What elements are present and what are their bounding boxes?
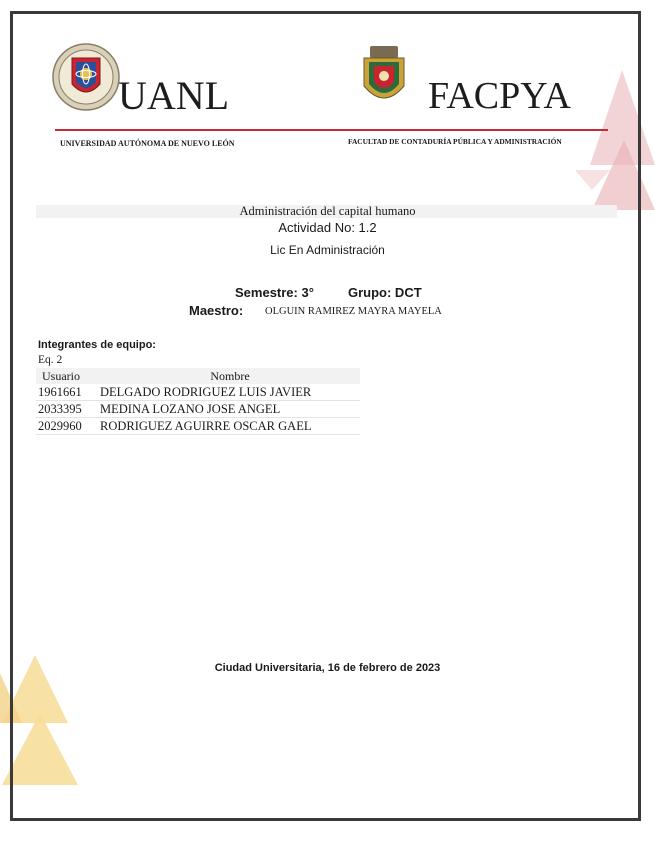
cell-usuario: 1961661: [36, 384, 100, 401]
facpya-full-name: FACULTAD DE CONTADURÍA PÚBLICA Y ADMINISTRACIÓN: [348, 137, 562, 146]
maestro-name: OLGUIN RAMIREZ MAYRA MAYELA: [265, 306, 442, 317]
column-header-usuario: Usuario: [36, 368, 100, 384]
column-header-nombre: Nombre: [100, 368, 360, 384]
uanl-crest-logo: [52, 42, 120, 112]
uanl-full-name: UNIVERSIDAD AUTÓNOMA DE NUEVO LEÓN: [60, 139, 235, 148]
integrantes-label: Integrantes de equipo:: [38, 339, 156, 351]
table-header-row: [36, 368, 360, 384]
table-row: [36, 401, 360, 418]
degree-name: Lic En Administración: [270, 243, 385, 257]
team-label: Eq. 2: [38, 354, 63, 366]
cell-nombre: RODRIGUEZ AGUIRRE OSCAR GAEL: [100, 418, 360, 435]
cell-nombre: MEDINA LOZANO JOSE ANGEL: [100, 401, 360, 418]
header-divider: [55, 129, 608, 131]
maestro-label: Maestro:: [189, 303, 244, 318]
grupo: Grupo: DCT: [348, 285, 422, 300]
table-row: [36, 384, 360, 401]
facpya-wordmark: FACPYA: [428, 75, 571, 117]
place-and-date: Ciudad Universitaria, 16 de febrero de 2023: [214, 662, 441, 674]
table-row: [36, 418, 360, 435]
semestre: Semestre: 3°: [235, 285, 314, 300]
members-table: [36, 368, 360, 435]
facpya-crest-logo: [360, 44, 408, 112]
cell-usuario: 2029960: [36, 418, 100, 435]
cell-nombre: DELGADO RODRIGUEZ LUIS JAVIER: [100, 384, 360, 401]
course-title: Administración del capital humano: [239, 204, 416, 218]
uanl-wordmark: UANL: [118, 73, 230, 118]
activity-number: Actividad No: 1.2: [278, 220, 377, 235]
cell-usuario: 2033395: [36, 401, 100, 418]
